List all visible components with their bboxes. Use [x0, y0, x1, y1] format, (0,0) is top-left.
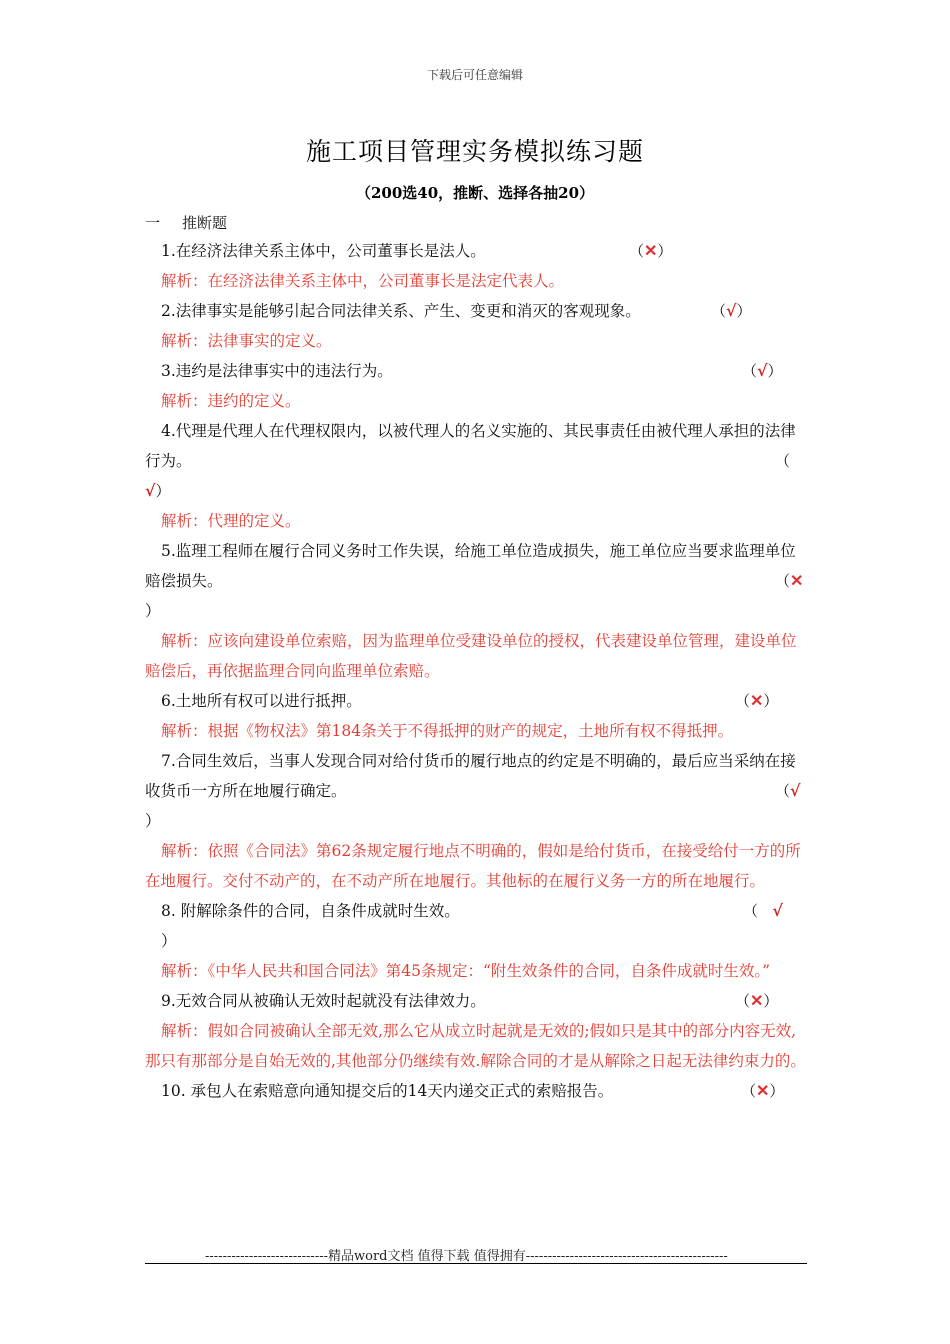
answer-mark: （✕） [735, 991, 779, 1010]
check-mark-icon: √ [772, 901, 783, 920]
answer-mark: （√） [742, 361, 783, 380]
section-number: 一 [145, 214, 161, 232]
question-list [145, 236, 807, 1106]
question-8-explanation: 解析：《中华人民共和国合同法》第45条规定：“附生效条件的合同，自条件成就时生效。” [161, 962, 771, 980]
question-text: 7.合同生效后，当事人发现合同对给付货币的履行地点的约定是不明确的，最后应当采纳在接收货币一方所在地履行确定。 [145, 752, 796, 800]
footer-divider [145, 1263, 807, 1264]
answer-close-paren: ） [161, 932, 177, 950]
question-1-explanation: 解析：在经济法律关系主体中，公司董事长是法定代表人。 [161, 272, 565, 290]
check-mark-icon: √ [145, 481, 156, 500]
check-mark-icon: √ [757, 361, 768, 380]
cross-mark-icon: ✕ [750, 991, 764, 1010]
document-subtitle: （200选40，推断、选择各抽20） [355, 184, 595, 202]
answer-close-paren: ） [145, 602, 161, 620]
question-text: 5.监理工程师在履行合同义务时工作失误，给施工单位造成损失，施工单位应当要求监理单位赔偿损失。 [145, 542, 796, 590]
answer-mark: （✕） [735, 691, 779, 710]
question-2 [145, 296, 807, 326]
question-7-explanation: 解析：依照《合同法》第62条规定履行地点不明确的，假如是给付货币，在接受给付一方的所在地履行。交付不动产的，在不动产所在地履行。其他标的在履行义务一方的所在地履行。 [145, 842, 801, 890]
section-heading [145, 212, 227, 233]
document-title: 施工项目管理实务模拟练习题 [305, 137, 644, 166]
question-9-explanation: 解析：假如合同被确认全部无效,那么它从成立时起就是无效的;假如只是其中的部分内容无效,那只有那部分是自始无效的,其他部分仍继续有效.解除合同的才是从解除之日起无法律约束力的。 [145, 1022, 806, 1070]
check-mark-icon: √ [726, 301, 737, 320]
answer-mark: （✕ [775, 571, 804, 590]
question-5-explanation: 解析：应该向建设单位索赔，因为监理单位受建设单位的授权，代表建设单位管理，建设单位赔偿后，再依据监理合同向监理单位索赔。 [145, 632, 797, 680]
check-mark-icon: √ [790, 781, 801, 800]
question-text: 10. 承包人在索赔意向通知提交后的14天内递交正式的索赔报告。 [161, 1082, 614, 1100]
answer-mark: （✕） [629, 241, 673, 260]
question-9 [145, 986, 807, 1016]
question-4 [145, 416, 807, 506]
question-6-explanation: 解析：根据《物权法》第184条关于不得抵押的财产的规定，土地所有权不得抵押。 [161, 722, 734, 740]
answer-mark: （√ [775, 781, 801, 800]
answer-mark: √） [145, 481, 171, 500]
page-header: 下载后可任意编辑 [426, 68, 523, 82]
question-text: 4.代理是代理人在代理权限内，以被代理人的名义实施的、其民事责任由被代理人承担的法律行为。 [145, 422, 796, 470]
question-10 [145, 1076, 807, 1106]
question-4-explanation: 解析：代理的定义。 [161, 512, 301, 530]
question-text: 3.违约是法律事实中的违法行为。 [161, 362, 393, 380]
cross-mark-icon: ✕ [756, 1081, 770, 1100]
question-text: 6.土地所有权可以进行抵押。 [161, 692, 362, 710]
question-1 [145, 236, 807, 266]
cross-mark-icon: ✕ [644, 241, 658, 260]
question-text: 1.在经济法律关系主体中，公司董事长是法人。 [161, 242, 486, 260]
section-title: 推断题 [182, 214, 228, 232]
page-footer: ----------------------------精品word文档 值得下载 值得拥有---------------------------------------------- [205, 1249, 728, 1264]
question-5 [145, 536, 807, 626]
answer-mark: （✕） [741, 1081, 785, 1100]
question-6 [145, 686, 807, 716]
question-3 [145, 356, 807, 386]
question-7 [145, 746, 807, 836]
question-2-explanation: 解析：法律事实的定义。 [161, 332, 332, 350]
cross-mark-icon: ✕ [790, 571, 804, 590]
answer-mark: （√） [711, 301, 752, 320]
answer-close-paren: ） [145, 812, 161, 830]
question-text: 9.无效合同从被确认无效时起就没有法律效力。 [161, 992, 486, 1010]
question-8 [145, 896, 807, 956]
question-text: 2.法律事实是能够引起合同法律关系、产生、变更和消灭的客观现象。 [161, 302, 641, 320]
answer-open-paren: （ [775, 452, 791, 470]
question-3-explanation: 解析：违约的定义。 [161, 392, 301, 410]
question-text: 8. 附解除条件的合同，自条件成就时生效。 [161, 902, 460, 920]
cross-mark-icon: ✕ [750, 691, 764, 710]
answer-mark: （ √ [743, 901, 783, 920]
